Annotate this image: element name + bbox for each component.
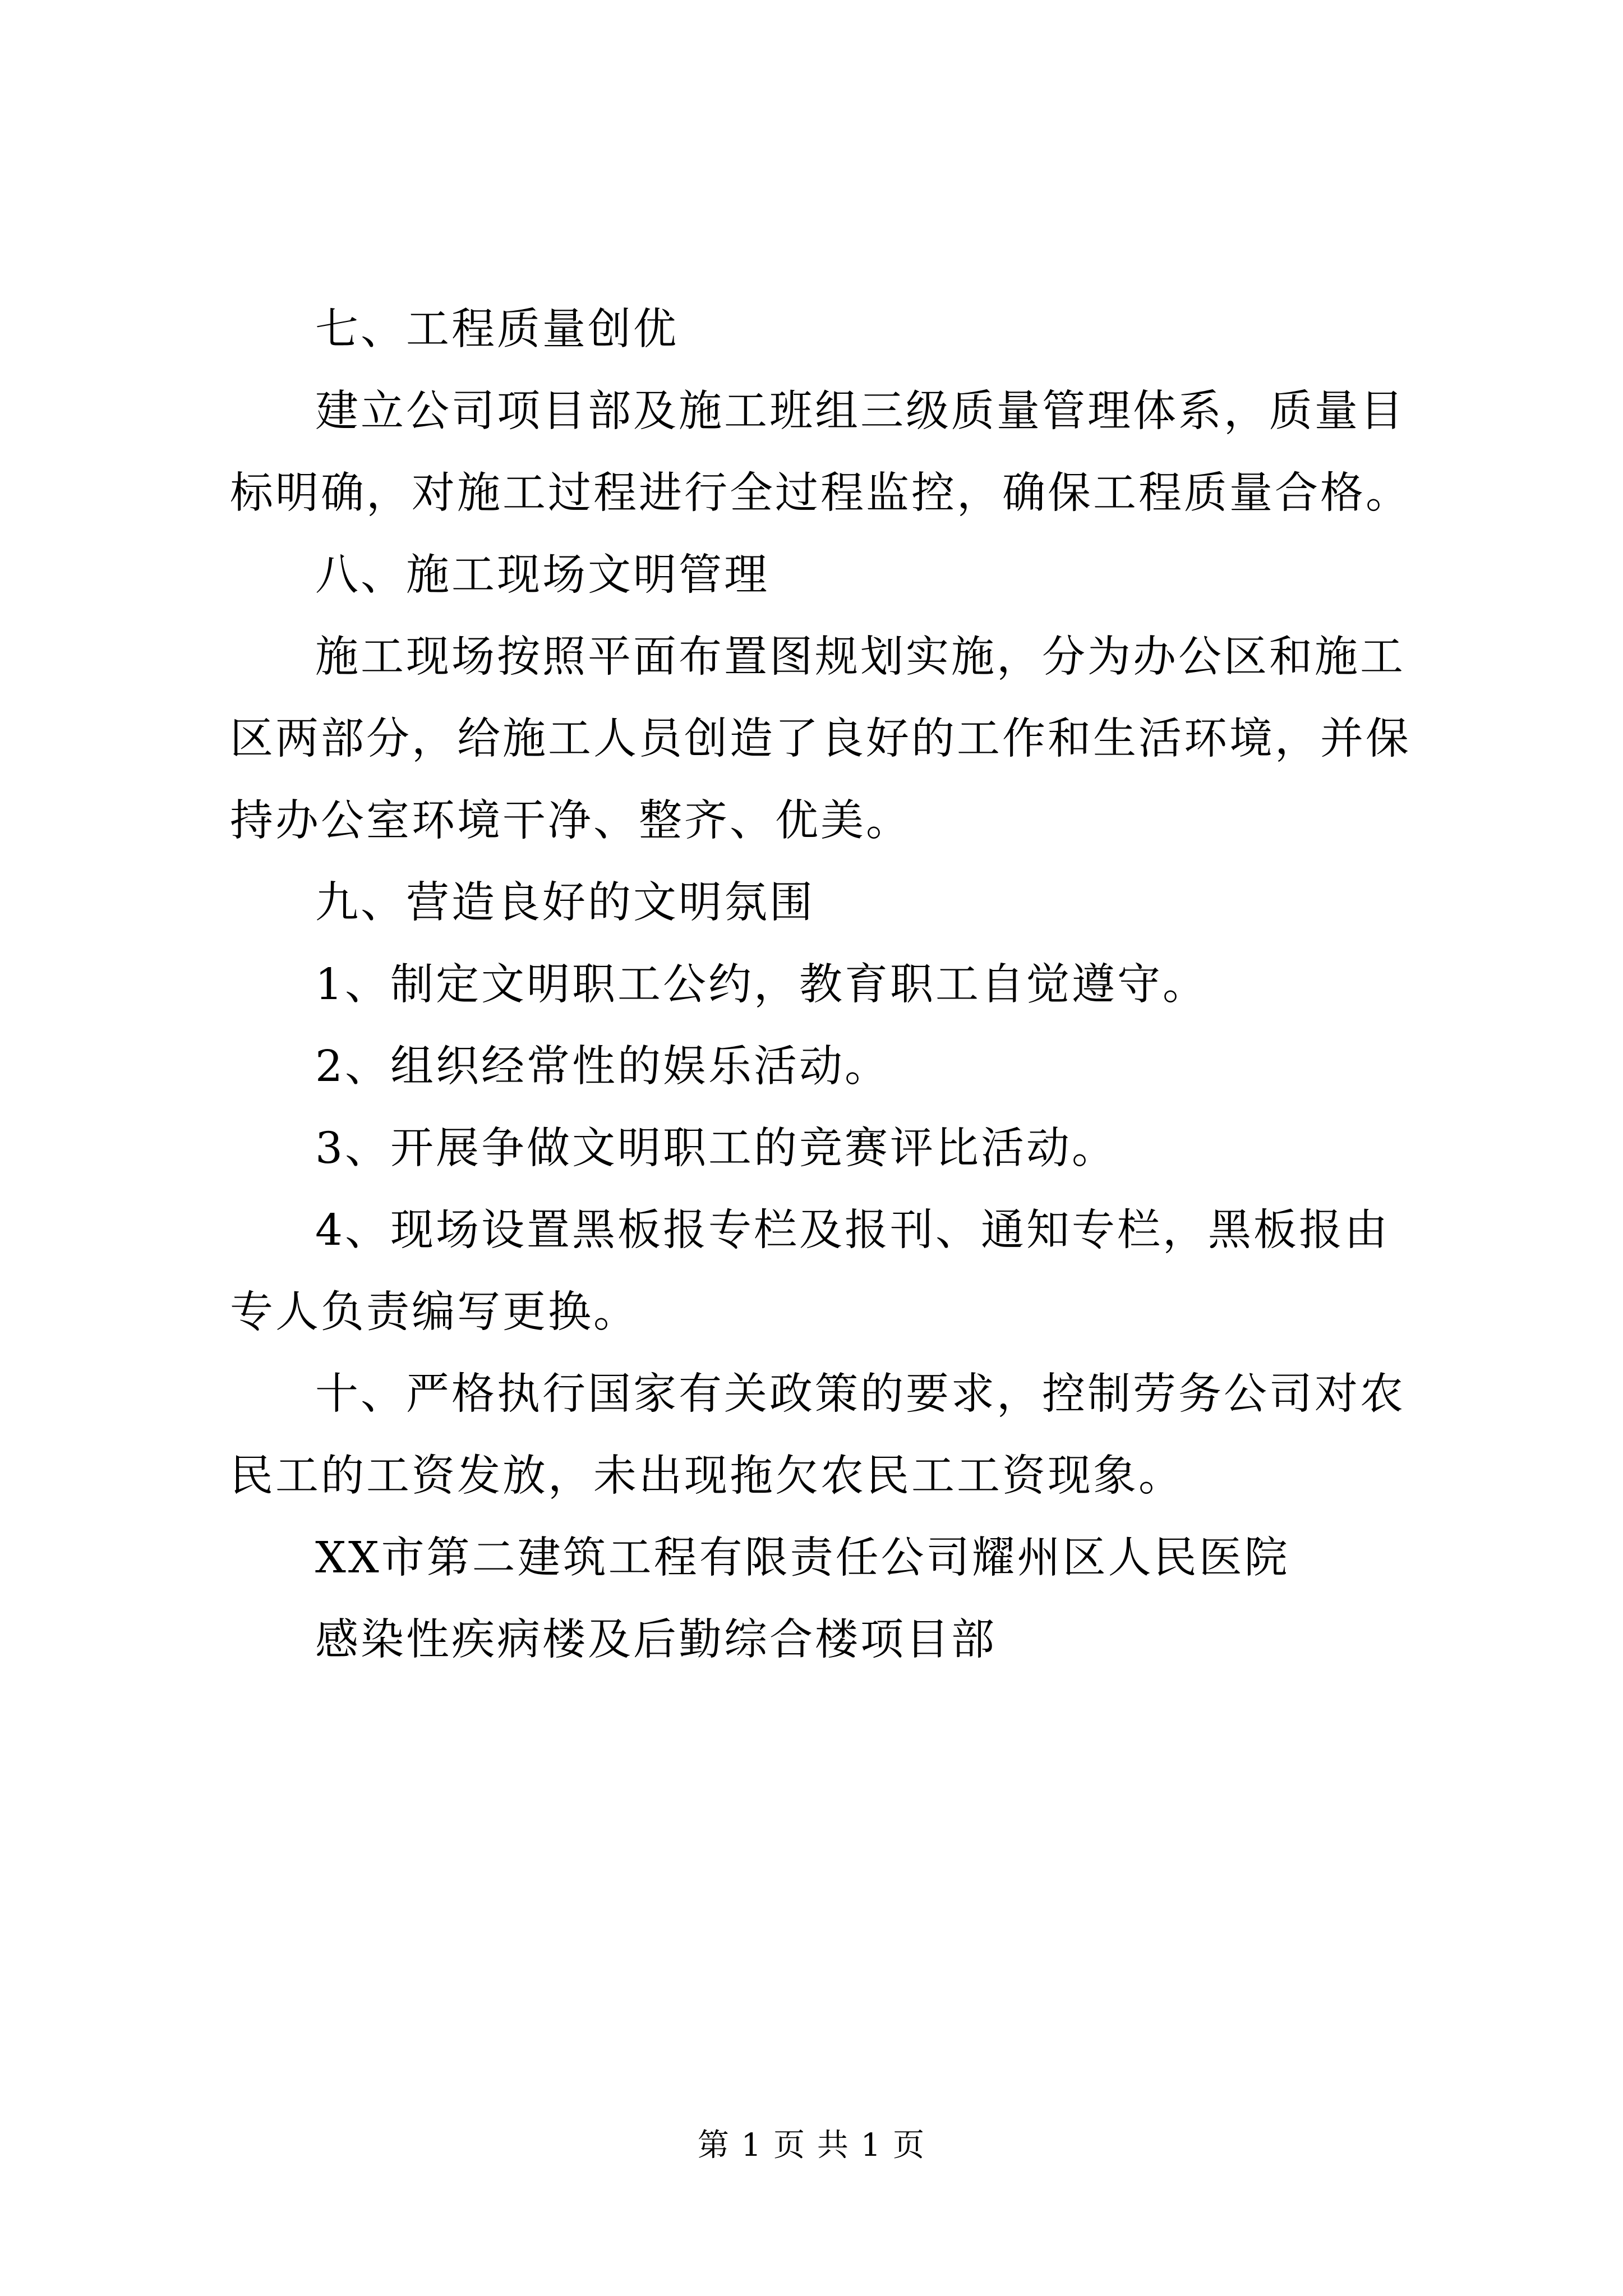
paragraph-site-layout: 施工现场按照平面布置图规划实施，分为办公区和施工区两部分，给施工人员创造了良好的工作和生活环境，并保持办公室环境干净、整齐、优美。	[230, 632, 1411, 846]
list-item-2: 2、组织经常性的娱乐活动。	[315, 1042, 890, 1092]
section-heading-10: 十、严格执行国家有关政策的要求，控制劳务公司对农民工的工资发放，未出现拖欠农民工工资现象。	[230, 1369, 1405, 1501]
page-number-footer: 第 1 页 共 1 页	[697, 2127, 926, 2164]
document-body	[230, 289, 1424, 1681]
list-item-4: 4、现场设置黑板报专栏及报刊、通知专栏，黑板报由专人负责编写更换。	[230, 1205, 1390, 1337]
section-heading-8: 八、施工现场文明管理	[315, 550, 769, 600]
list-item-1: 1、制定文明职工公约，教育职工自觉遵守。	[315, 960, 1208, 1010]
signature-company: XX市第二建筑工程有限责任公司耀州区人民医院	[315, 1533, 1290, 1583]
signature-project-dept: 感染性疾病楼及后勤综合楼项目部	[315, 1615, 997, 1665]
paragraph-quality-system: 建立公司项目部及施工班组三级质量管理体系，质量目标明确，对施工过程进行全过程监控，确保工程质量合格。	[230, 386, 1411, 518]
section-heading-9: 九、营造良好的文明氛围	[315, 878, 815, 928]
list-item-3: 3、开展争做文明职工的竞赛评比活动。	[315, 1124, 1117, 1174]
section-heading-7: 七、工程质量创优	[315, 305, 679, 355]
